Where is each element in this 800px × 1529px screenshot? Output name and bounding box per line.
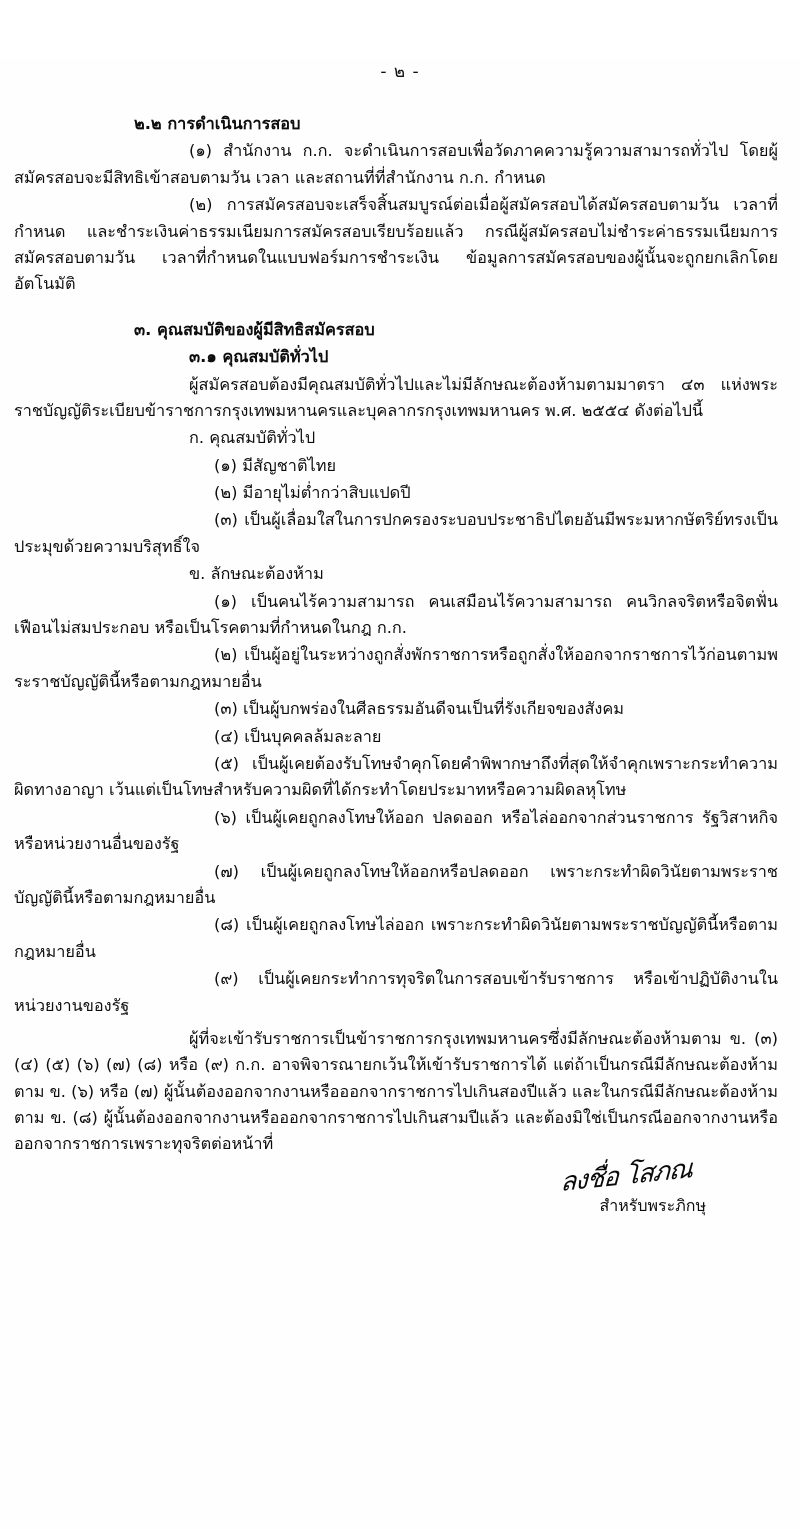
group-b-item-1: (๑) เป็นคนไร้ความสามารถ คนเสมือนไร้ความสามารถ คนวิกลจริตหรือจิตฟั่นเฟือนไม่สมประกอบ หรือเป็นโรคตามที่กำหนดในกฎ ก.ก.	[14, 591, 778, 638]
signature-block	[14, 1153, 778, 1231]
group-a-label: ก. คุณสมบัติทั่วไป	[189, 428, 316, 448]
group-b-item-6: (๖) เป็นผู้เคยถูกลงโทษให้ออก ปลดออก หรือไล่ออกจากส่วนราชการ รัฐวิสาหกิจ หรือหน่วยงานอื่นของรัฐ	[14, 807, 778, 854]
page-number: - ๒ -	[380, 62, 420, 82]
section-3-1-intro: ผู้สมัครสอบต้องมีคุณสมบัติทั่วไปและไม่มีลักษณะต้องห้ามตามมาตรา ๔๓ แห่งพระราชบัญญัติระเบียบข้าราชการกรุงเทพมหานครและบุคลากรกรุงเทพมหานคร พ.ศ. ๒๕๕๔ ดังต่อไปนี้	[14, 374, 778, 420]
group-b-item-8: (๘) เป็นผู้เคยถูกลงโทษไล่ออก เพราะกระทำผิดวินัยตามพระราชบัญญัตินี้หรือตามกฎหมายอื่น	[14, 915, 778, 961]
group-b-item-9: (๙) เป็นผู้เคยกระทำการทุจริตในการสอบเข้ารับราชการ หรือเข้าปฏิบัติงานในหน่วยงานของรัฐ	[14, 969, 778, 1015]
group-a-item-3: (๓) เป็นผู้เลื่อมใสในการปกครองระบอบประชาธิปไตยอันมีพระมหากษัตริย์ทรงเป็นประมุขด้วยความบริสุทธิ์ใจ	[14, 510, 778, 556]
group-a-item-1: (๑) มีสัญชาติไทย	[214, 455, 336, 475]
group-a-item-2: (๒) มีอายุไม่ต่ำกว่าสิบแปดปี	[214, 483, 411, 503]
section-3-heading: ๓. คุณสมบัติของผู้มีสิทธิสมัครสอบ	[134, 319, 375, 339]
group-b-item-7: (๗) เป็นผู้เคยถูกลงโทษให้ออกหรือปลดออก เพราะกระทำผิดวินัยตามพระราชบัญญัตินี้หรือตามกฎหมายอื่น	[14, 861, 778, 907]
document-body	[14, 111, 778, 1231]
group-b-item-2: (๒) เป็นผู้อยู่ในระหว่างถูกสั่งพักราชการหรือถูกสั่งให้ออกจากราชการไว้ก่อนตามพระราชบัญญัตินี้หรือตามกฎหมายอื่น	[14, 645, 778, 691]
group-b-item-5: (๕) เป็นผู้เคยต้องรับโทษจำคุกโดยคำพิพากษาถึงที่สุดให้จำคุกเพราะกระทำความผิดทางอาญา เว้นแต่เป็นโทษสำหรับความผิดที่ได้กระทำโดยประมาทหรือความผิดลหุโทษ	[14, 753, 778, 800]
section-2-2-paragraph-2: (๒) การสมัครสอบจะเสร็จสิ้นสมบูรณ์ต่อเมื่อผู้สมัครสอบได้สมัครสอบตามวัน เวลาที่กำหนด และชำระเงินค่าธรรมเนียมการสมัครสอบเรียบร้อยแล้ว กรณีผู้สมัครสอบไม่ชำระค่าธรรมเนียมการสมัครสอบตามวัน เวลาที่กำหนดในแบบฟอร์มการชำระเงิน ข้อมูลการสมัครสอบของผู้นั้นจะถูกยกเลิกโดยอัตโนมัติ	[14, 195, 778, 294]
section-3-1-subheading: ๓.๑ คุณสมบัติทั่วไป	[189, 347, 329, 367]
document-page	[0, 58, 800, 1529]
section-2-2-heading: ๒.๒ การดำเนินการสอบ	[134, 114, 301, 133]
group-b-item-3: (๓) เป็นผู้บกพร่องในศีลธรรมอันดีจนเป็นที่รังเกียจของสังคม	[214, 699, 625, 719]
group-b-label: ข. ลักษณะต้องห้าม	[189, 564, 324, 584]
section-3-closing: ผู้ที่จะเข้ารับราชการเป็นข้าราชการกรุงเทพมหานครซึ่งมีลักษณะต้องห้ามตาม ข. (๓) (๔) (๕) (๖) (๗) (๘) หรือ (๙) ก.ก. อาจพิจารณายกเว้นให้เข้ารับราชการได้ แต่ถ้าเป็นกรณีมีลักษณะต้องห้ามตาม ข. (๖) หรือ (๗) ผู้นั้นต้องออกจากงานหรือออกจากราชการไปเกินสองปีแล้ว และในกรณีมีลักษณะต้องห้ามตาม ข. (๘) ผู้นั้นต้องออกจากงานหรือออกจากราชการไปเกินสามปีแล้ว และต้องมิใช่เป็นกรณีออกจากงานหรือออกจากราชการเพราะทุจริตต่อหน้าที่	[14, 1028, 778, 1154]
signature-mark: ลงชื่อ โสภณ	[559, 1153, 693, 1198]
group-b-item-4: (๔) เป็นบุคคลล้มละลาย	[214, 726, 382, 746]
section-2-2-paragraph-1: (๑) สำนักงาน ก.ก. จะดำเนินการสอบเพื่อวัดภาคความรู้ความสามารถทั่วไป โดยผู้สมัครสอบจะมีสิทธิเข้าสอบตามวัน เวลา และสถานที่ที่สำนักงาน ก.ก. กำหนด	[14, 141, 778, 187]
signature-caption: สำหรับพระภิกษุ	[599, 1195, 706, 1215]
